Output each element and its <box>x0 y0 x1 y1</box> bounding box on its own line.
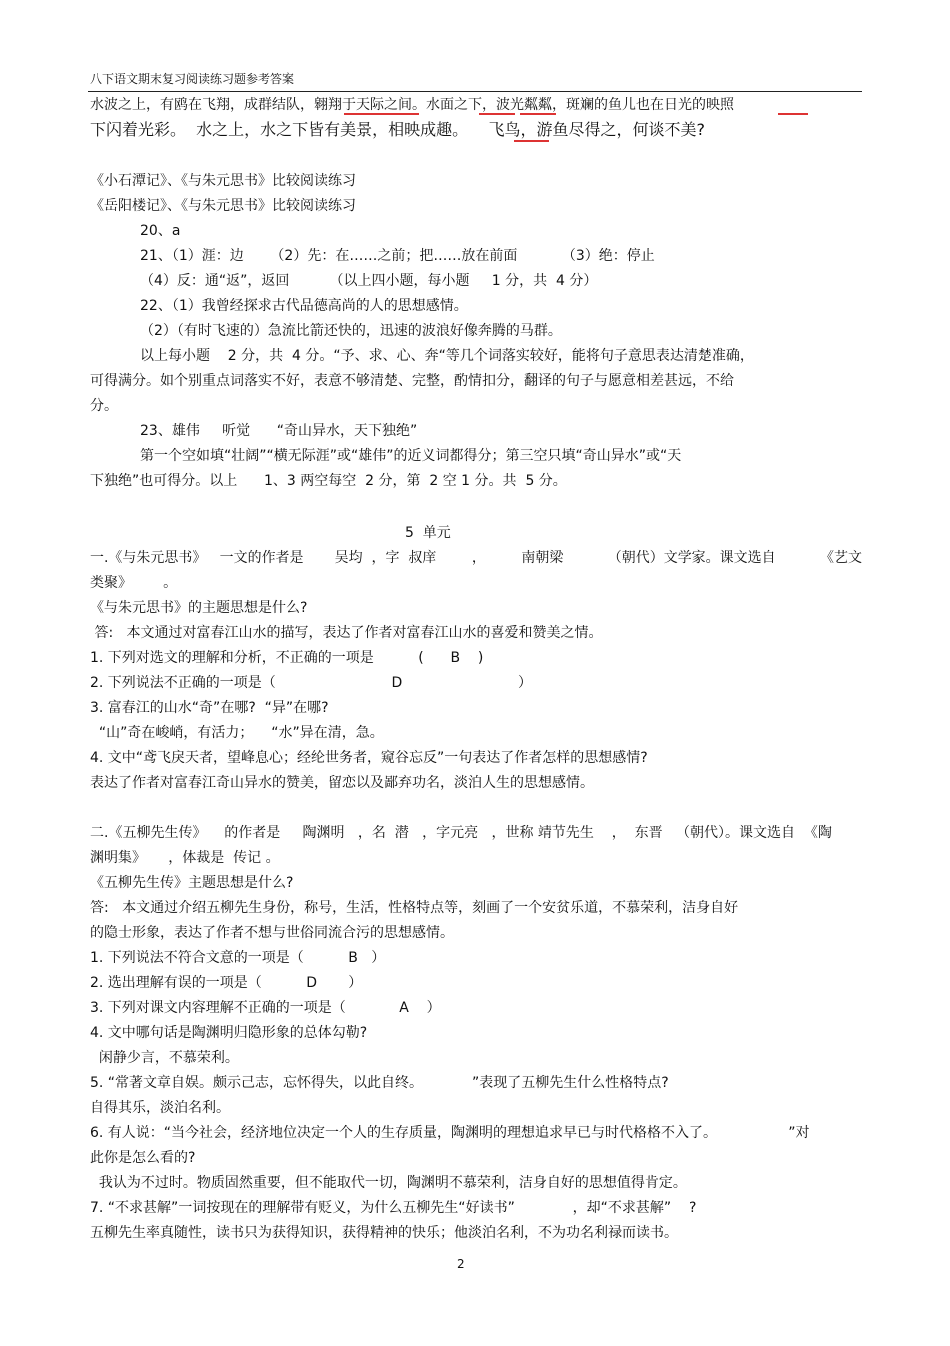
text-line: “山”奇在峻峭，有活力； “水”异在清，急。 <box>90 725 384 741</box>
text-line: 答: 本文通过对富春江山水的描写，表达了作者对富春江山水的喜爱和赞美之情。 <box>90 625 603 641</box>
text-line: 1. 下列对选文的理解和分析，不正确的一项是 ( B ) <box>90 650 484 666</box>
text-line: 《与朱元思书》的主题思想是什么? <box>90 600 308 616</box>
text-line: 类聚》 。 <box>90 575 178 591</box>
text-line: 3. 下列对课文内容理解不正确的一项是（ A ） <box>90 1000 441 1016</box>
text-line: 2. 下列说法不正确的一项是（ D ） <box>90 675 532 691</box>
answer-line: 22、（1）我曾经探求古代品德高尚的人的思想感情。 <box>140 298 468 314</box>
annotation-underline <box>514 140 549 142</box>
answer-line: （4）反：通“返”，返回 （以上四小题，每小题 1 分，共 4 分） <box>140 273 598 289</box>
text-line: 五柳先生率真随性，读书只为获得知识，获得精神的快乐；他淡泊名利，不为功名利禄而读书。 <box>90 1225 678 1241</box>
answer-line: 分。 <box>90 398 118 414</box>
text-line: 二.《五柳先生传》 的作者是 陶渊明 ，名 潜 ，字元亮 ，世称 靖节先生 ， 东晋 （朝代）。课文选自 《陶 <box>90 825 832 841</box>
text-line: 渊明集》 ，体裁是 传记 。 <box>90 850 280 866</box>
text-line: 水波之上，有鸥在飞翔，成群结队，翱翔于天际之间。水面之下，波光粼粼，斑斓的鱼儿也在日光的映照 <box>90 97 734 113</box>
text-line: 5. “常著文章自娱。颇示己志，忘怀得失，以此自终。 ”表现了五柳先生什么性格特点? <box>90 1075 669 1091</box>
text-line: 的隐士形象，表达了作者不想与世俗同流合污的思想感情。 <box>90 925 454 941</box>
answer-line: 21、（1）涯：边 （2）先：在……之前；把……放在前面 （3）绝：停止 <box>140 248 655 264</box>
text-line: 4. 文中“鸢飞戾天者，望峰息心；经纶世务者，窥谷忘反”一句表达了作者怎样的思想感情? <box>90 750 648 766</box>
text-line: 《五柳先生传》主题思想是什么? <box>90 875 294 891</box>
annotation-underline <box>520 113 556 115</box>
answer-line: 下独绝”也可得分。以上 1、3 两空每空 2 分，第 2 空 1 分。共 5 分。 <box>90 473 567 489</box>
text-line: 自得其乐，淡泊名利。 <box>90 1100 230 1116</box>
page-number: 2 <box>457 1257 465 1271</box>
text-line: 此你是怎么看的? <box>90 1150 196 1166</box>
text-line: 答: 本文通过介绍五柳先生身份，称号，生活，性格特点等，刻画了一个安贫乐道，不慕荣利，洁身自好 <box>90 900 739 916</box>
answer-line: 23、雄伟 听觉 “奇山异水，天下独绝” <box>140 423 418 439</box>
text-line: 1. 下列说法不符合文意的一项是（ B ） <box>90 950 386 966</box>
header-rule <box>88 91 862 92</box>
answer-line: 可得满分。如个别重点词落实不好，表意不够清楚、完整，酌情扣分，翻译的句子与愿意相差甚远，不给 <box>90 373 734 389</box>
answer-line: 以上每小题 2 分，共 4 分。“予、求、心、奔“等几个词落实较好，能将句子意思表达清楚准确， <box>140 348 754 364</box>
section-title: 《小石潭记》、《与朱元思书》比较阅读练习 <box>90 173 356 189</box>
text-line: 一.《与朱元思书》 一文的作者是 吴均 ，字 叔庠 ， 南朝梁 （朝代）文学家。课文选自 《艺文 <box>90 550 862 566</box>
annotation-underline <box>778 113 808 115</box>
answer-line: 第一个空如填“壮阔”“横无际涯”或“雄伟”的近义词都得分；第三空只填“奇山异水”或“天 <box>140 448 682 464</box>
annotation-underline <box>344 113 419 115</box>
text-line: 6. 有人说：“当今社会，经济地位决定一个人的生存质量，陶渊明的理想追求早已与时代格格不入了。 ”对 <box>90 1125 810 1141</box>
text-line: 2. 选出理解有误的一项是（ D ） <box>90 975 363 991</box>
text-line: 4. 文中哪句话是陶渊明归隐形象的总体勾勒? <box>90 1025 368 1041</box>
text-line: 3. 富春江的山水“奇”在哪? “异”在哪? <box>90 700 329 716</box>
text-line: 表达了作者对富春江奇山异水的赞美，留恋以及鄙弃功名，淡泊人生的思想感情。 <box>90 775 594 791</box>
answer-line: （2）（有时飞速的）急流比箭还快的，迅速的波浪好像奔腾的马群。 <box>140 323 562 339</box>
text-line: 闲静少言，不慕荣利。 <box>90 1050 239 1066</box>
unit-heading: 5 单元 <box>405 525 451 541</box>
section-title: 《岳阳楼记》、《与朱元思书》比较阅读练习 <box>90 198 356 214</box>
answer-line: 20、a <box>140 223 181 239</box>
text-line: 7. “不求甚解”一词按现在的理解带有贬义，为什么五柳先生“好读书” ，却“不求甚解” ? <box>90 1200 697 1216</box>
annotation-underline <box>479 113 515 115</box>
page-header-title: 八下语文期末复习阅读练习题参考答案 <box>90 72 295 86</box>
text-line: 我认为不过时。物质固然重要，但不能取代一切，陶渊明不慕荣利，洁身自好的思想值得肯定。 <box>90 1175 687 1191</box>
text-line: 下闪着光彩。 水之上，水之下皆有美景，相映成趣。 飞鸟，游鱼尽得之，何谈不美? <box>90 120 706 139</box>
